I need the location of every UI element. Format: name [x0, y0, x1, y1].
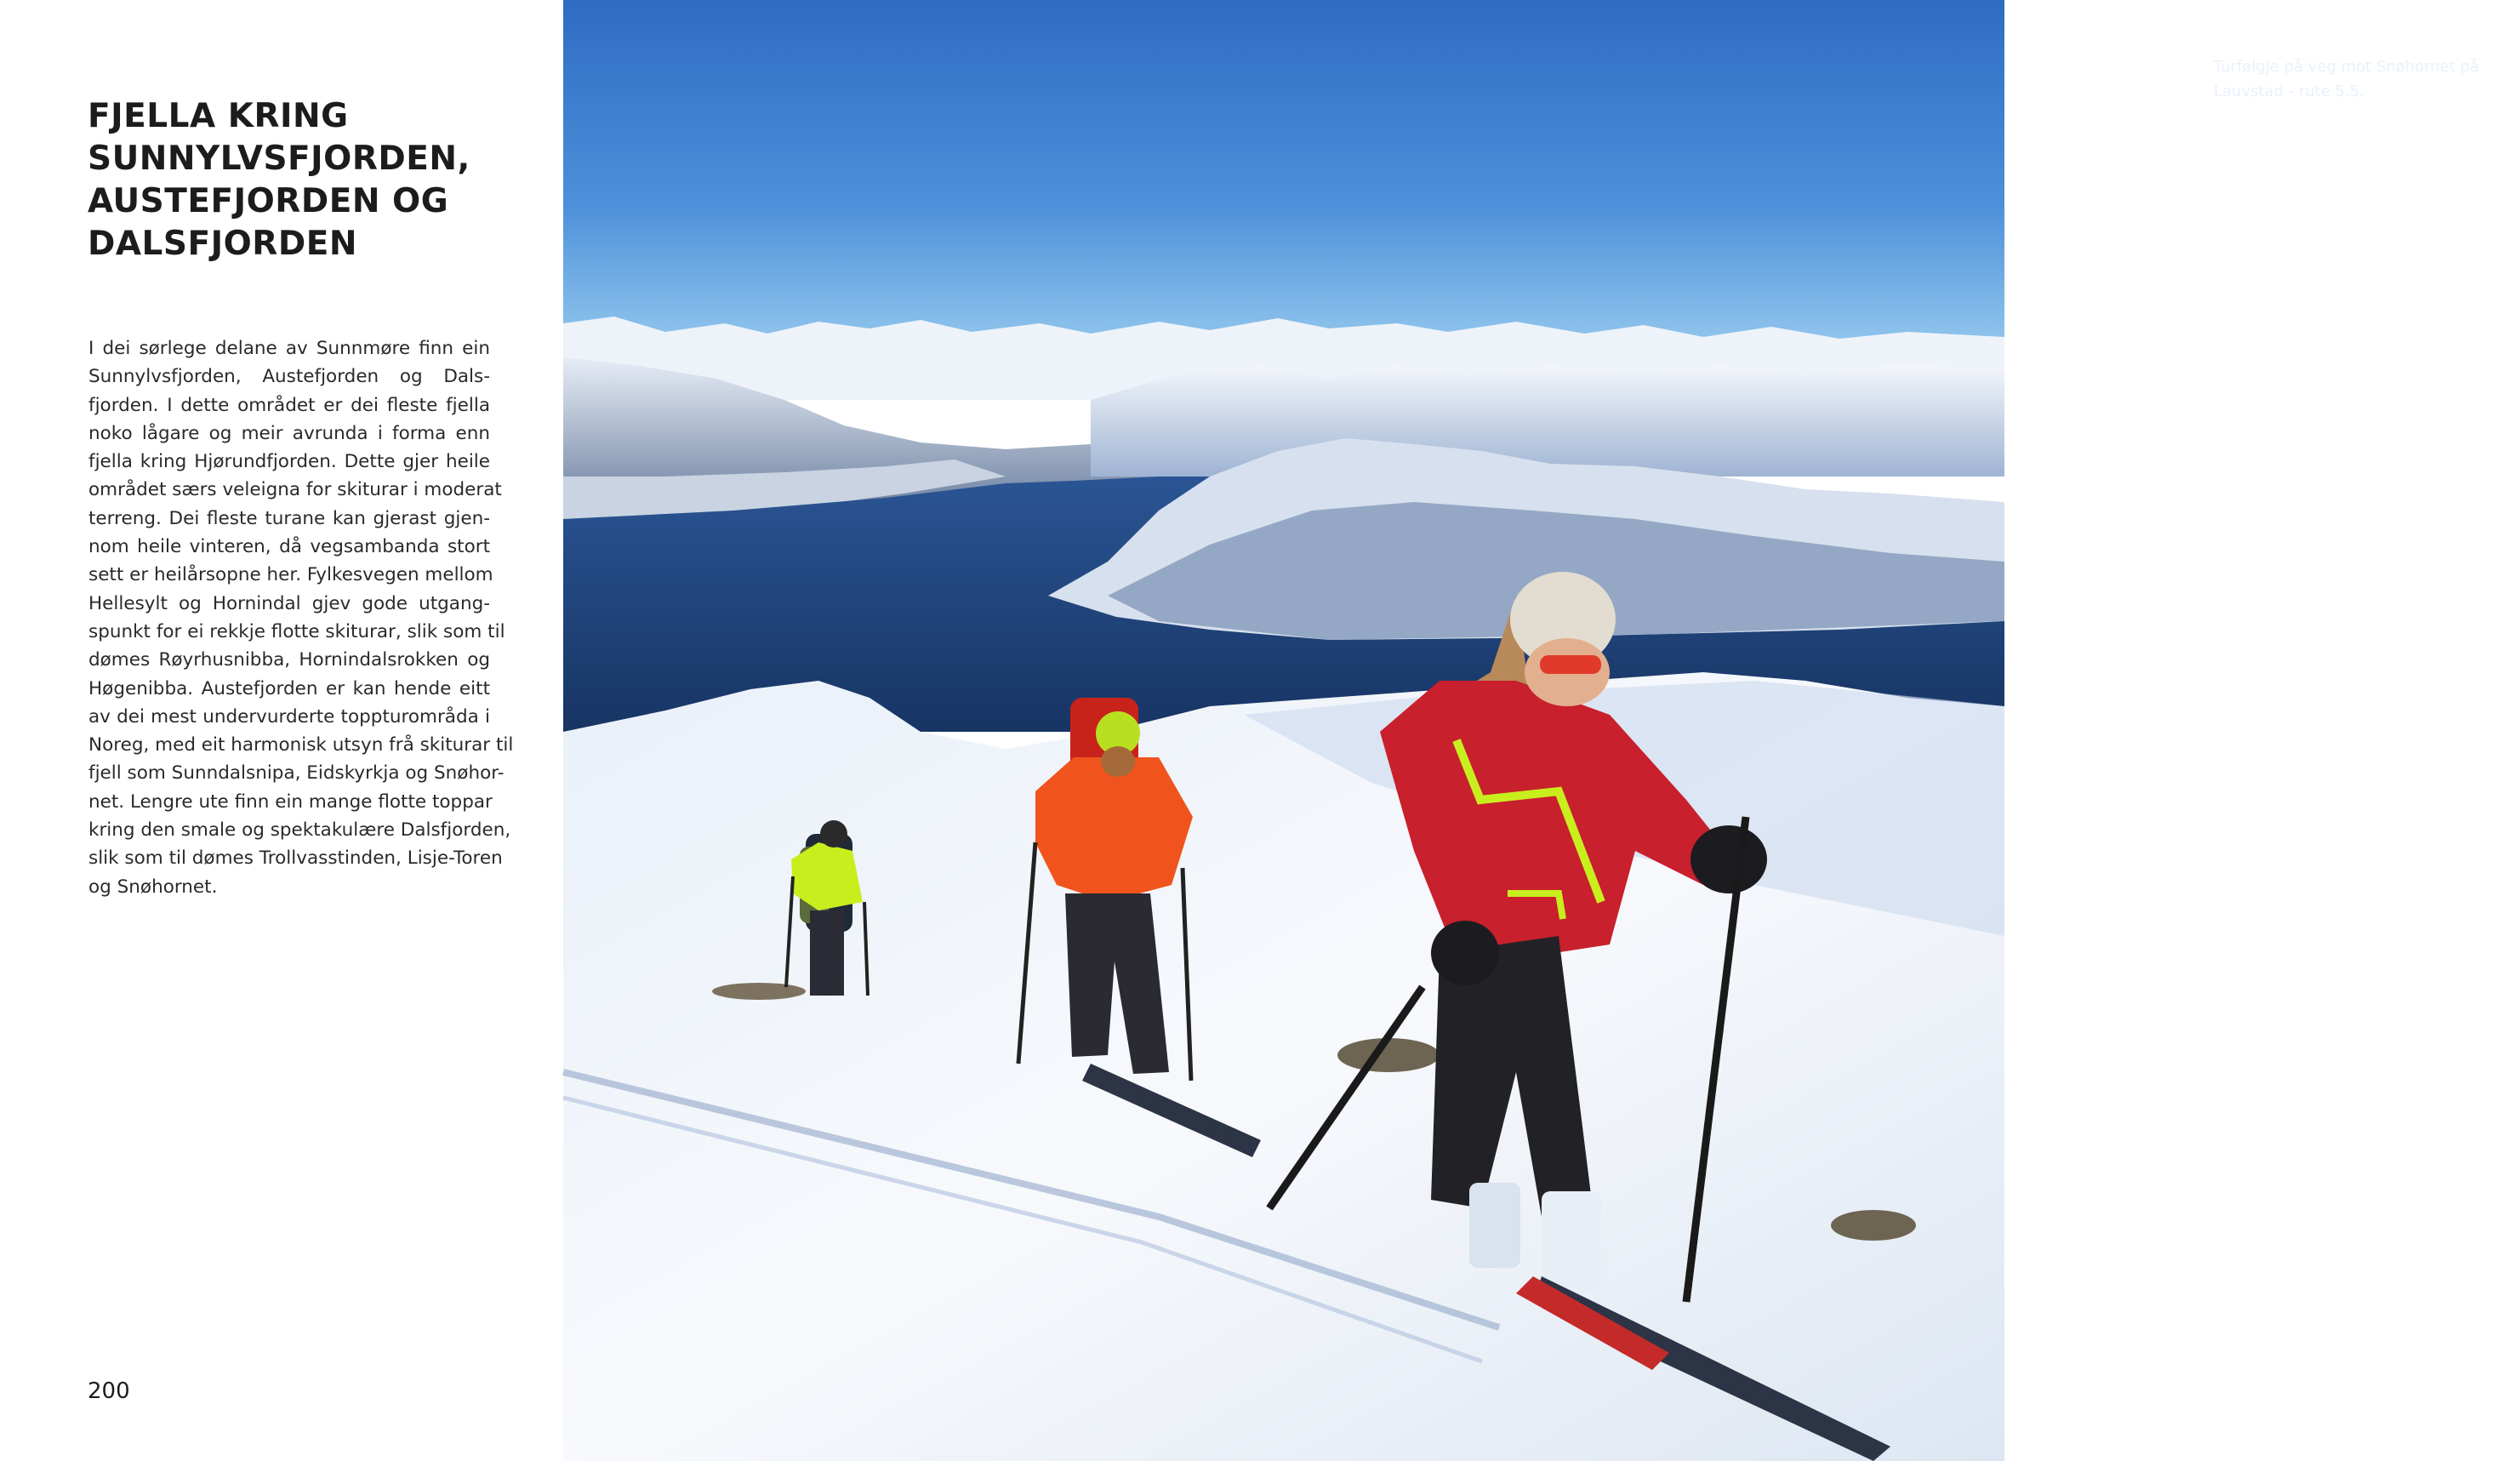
body-line: Noreg, med eit harmonisk utsyn frå skiturar til [88, 734, 514, 756]
body-line: området særs veleigna for skiturar i moderat [88, 479, 502, 501]
body-line: kring den smale og spektakulære Dalsfjorden, [88, 819, 511, 842]
body-line: I dei sørlege delane av Sunnmøre finn ein [88, 338, 490, 359]
rock [1337, 1038, 1440, 1072]
body-line: og Snøhornet. [88, 876, 218, 898]
caption-line: Lauvstad - rute 5.5. [2214, 83, 2364, 100]
body-line: av dei mest undervurderte toppturområda i [88, 705, 490, 728]
page-number: 200 [88, 1378, 130, 1404]
body-line: Hellesylt og Hornindal gjev gode utgang- [88, 592, 490, 614]
body-line: noko lågare og meir avrunda i forma enn [88, 422, 490, 444]
title-line: FJELLA KRING [88, 97, 349, 135]
caption-line: Turfølgje på veg mot Snøhornet på [2214, 58, 2480, 76]
body-line: net. Lengre ute finn ein mange flotte toppar [88, 790, 493, 813]
photo-caption [2214, 54, 2520, 104]
body-line: sett er heilårsopne her. Fylkesvegen mellom [88, 564, 493, 586]
ski-touring-photo [563, 0, 2480, 1461]
body-line: nom heile vinteren, då vegsambanda stort [88, 536, 490, 558]
title-line: AUSTEFJORDEN OG [88, 182, 449, 220]
mountain-range-right [1091, 366, 2004, 477]
text-page [0, 0, 563, 1461]
body-line: Sunnylvsfjorden, Austefjorden og Dals- [88, 366, 490, 388]
body-line: spunkt for ei rekkje flotte skiturar, slik som til [88, 620, 505, 642]
title-line: SUNNYLVSFJORDEN, [88, 140, 470, 178]
body-line: terreng. Dei fleste turane kan gjerast gjen- [88, 507, 490, 529]
title-line: DALSFJORDEN [88, 225, 357, 263]
body-paragraph [88, 334, 514, 901]
body-line: fjorden. I dette området er dei fleste fjella [88, 394, 490, 416]
sky [563, 0, 2004, 340]
body-line: fjell som Sunndalsnipa, Eidskyrkja og Snøhor- [88, 762, 505, 785]
body-line: dømes Røyrhusnibba, Hornindalsrokken og [88, 649, 490, 671]
rock [1831, 1210, 1916, 1241]
rock [712, 983, 806, 1000]
body-line: slik som til dømes Trollvasstinden, Lisje-Toren [88, 847, 503, 870]
chapter-title [88, 95, 530, 265]
body-line: Høgenibba. Austefjorden er kan hende eitt [88, 677, 490, 699]
body-line: fjella kring Hjørundfjorden. Dette gjer heile [88, 451, 490, 473]
